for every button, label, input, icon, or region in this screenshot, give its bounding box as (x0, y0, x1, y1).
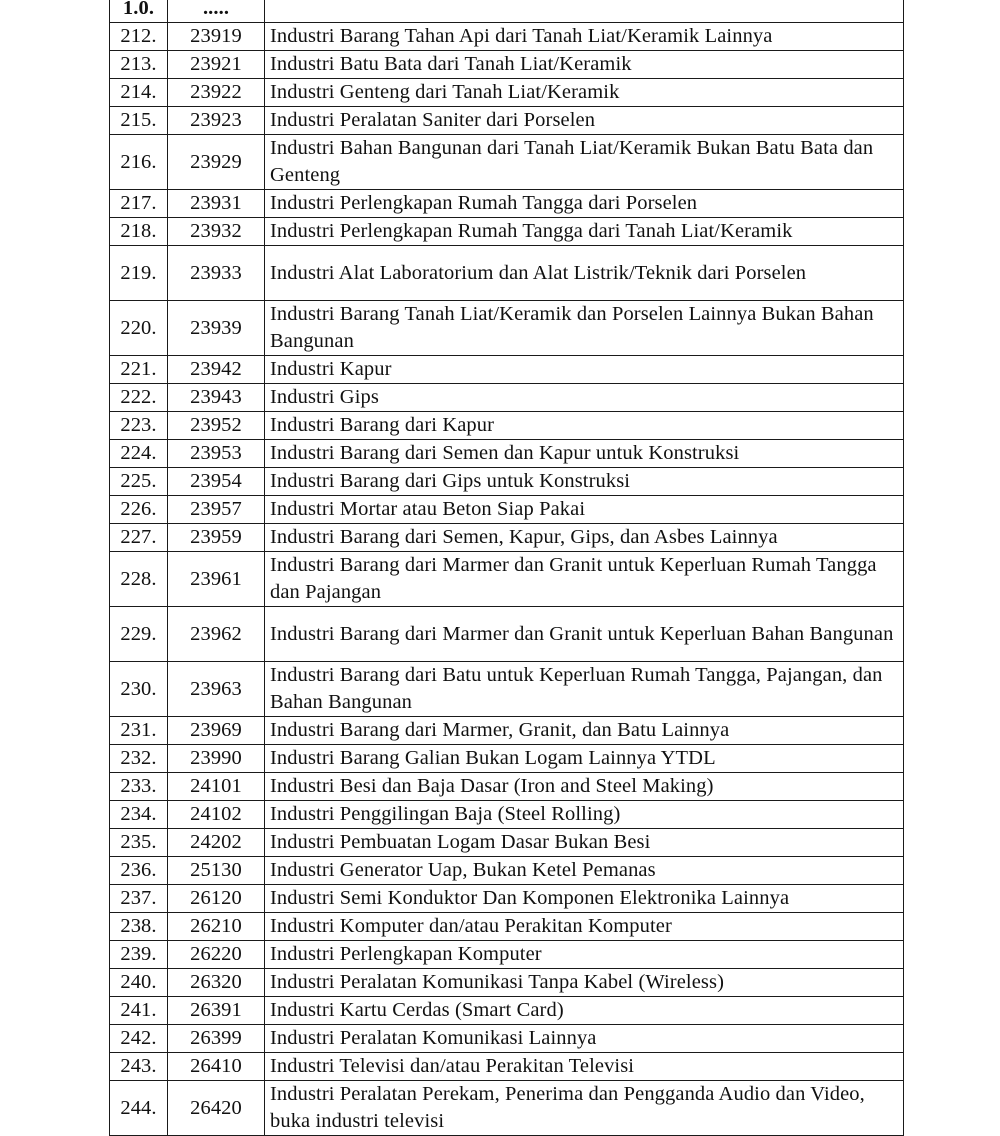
kbli-code: 24102 (168, 801, 265, 829)
kbli-code: 24101 (168, 773, 265, 801)
kbli-code: 23957 (168, 496, 265, 524)
row-number: 235. (110, 829, 168, 857)
kbli-code: 26220 (168, 941, 265, 969)
row-number: 244. (110, 1081, 168, 1136)
table-row (110, 23, 904, 51)
row-number: 243. (110, 1053, 168, 1081)
kbli-code: 25130 (168, 857, 265, 885)
table-row (110, 1053, 904, 1081)
row-number: 230. (110, 662, 168, 717)
kbli-code: 23961 (168, 552, 265, 607)
table-row (110, 941, 904, 969)
industry-name: Industri Alat Laboratorium dan Alat Listrik/Teknik dari Porselen (265, 246, 904, 301)
kbli-code: 23923 (168, 107, 265, 135)
kbli-code: 23962 (168, 607, 265, 662)
table-row (110, 801, 904, 829)
industry-name: Industri Peralatan Komunikasi Lainnya (265, 1025, 904, 1053)
kbli-code: 23919 (168, 23, 265, 51)
table-row (110, 107, 904, 135)
table-row (110, 51, 904, 79)
kbli-code: 23959 (168, 524, 265, 552)
kbli-code: 23932 (168, 218, 265, 246)
row-number: 222. (110, 384, 168, 412)
row-number: 215. (110, 107, 168, 135)
header-stub-name (265, 0, 904, 23)
kbli-code: 23943 (168, 384, 265, 412)
industry-name: Industri Barang Tahan Api dari Tanah Liat/Keramik Lainnya (265, 23, 904, 51)
row-number: 234. (110, 801, 168, 829)
table-row (110, 857, 904, 885)
row-number: 216. (110, 135, 168, 190)
row-number: 228. (110, 552, 168, 607)
table-row (110, 524, 904, 552)
industry-name: Industri Barang dari Batu untuk Keperluan Rumah Tangga, Pajangan, dan Bahan Bangunan (265, 662, 904, 717)
table-row (110, 552, 904, 607)
row-number: 236. (110, 857, 168, 885)
industry-name: Industri Barang dari Marmer dan Granit untuk Keperluan Rumah Tangga dan Pajangan (265, 552, 904, 607)
kbli-table (109, 0, 904, 1136)
header-stub-no (110, 0, 168, 23)
table-row (110, 1025, 904, 1053)
kbli-code: 23952 (168, 412, 265, 440)
row-number: 217. (110, 190, 168, 218)
table-row (110, 412, 904, 440)
row-number: 221. (110, 356, 168, 384)
kbli-code: 26399 (168, 1025, 265, 1053)
industry-name: Industri Kapur (265, 356, 904, 384)
kbli-code: 26420 (168, 1081, 265, 1136)
table-row (110, 885, 904, 913)
kbli-code: 23933 (168, 246, 265, 301)
row-number: 223. (110, 412, 168, 440)
kbli-code: 23990 (168, 745, 265, 773)
row-number: 242. (110, 1025, 168, 1053)
table-row (110, 717, 904, 745)
row-number: 219. (110, 246, 168, 301)
industry-name: Industri Peralatan Perekam, Penerima dan Pengganda Audio dan Video, buka industri televisi (265, 1081, 904, 1136)
kbli-code: 23969 (168, 717, 265, 745)
row-number: 240. (110, 969, 168, 997)
row-number: 238. (110, 913, 168, 941)
industry-name: Industri Genteng dari Tanah Liat/Keramik (265, 79, 904, 107)
industry-name: Industri Barang dari Marmer dan Granit untuk Keperluan Bahan Bangunan (265, 607, 904, 662)
row-number: 225. (110, 468, 168, 496)
industry-name: Industri Barang dari Gips untuk Konstruksi (265, 468, 904, 496)
row-number: 220. (110, 301, 168, 356)
kbli-code: 26320 (168, 969, 265, 997)
kbli-code: 26410 (168, 1053, 265, 1081)
row-number: 237. (110, 885, 168, 913)
industry-name: Industri Penggilingan Baja (Steel Rolling) (265, 801, 904, 829)
kbli-code: 23921 (168, 51, 265, 79)
table-row (110, 356, 904, 384)
industry-name: Industri Perlengkapan Komputer (265, 941, 904, 969)
table-row (110, 745, 904, 773)
table-row (110, 301, 904, 356)
industry-name: Industri Kartu Cerdas (Smart Card) (265, 997, 904, 1025)
table-row (110, 913, 904, 941)
industry-name: Industri Barang dari Semen dan Kapur untuk Konstruksi (265, 440, 904, 468)
table-row (110, 607, 904, 662)
row-number: 229. (110, 607, 168, 662)
industry-name: Industri Bahan Bangunan dari Tanah Liat/Keramik Bukan Batu Bata dan Genteng (265, 135, 904, 190)
industry-name: Industri Peralatan Saniter dari Porselen (265, 107, 904, 135)
row-number: 239. (110, 941, 168, 969)
kbli-code: 26391 (168, 997, 265, 1025)
table-row (110, 997, 904, 1025)
kbli-code: 23963 (168, 662, 265, 717)
industry-name: Industri Barang dari Semen, Kapur, Gips, dan Asbes Lainnya (265, 524, 904, 552)
kbli-code: 23922 (168, 79, 265, 107)
kbli-code: 23953 (168, 440, 265, 468)
row-number: 231. (110, 717, 168, 745)
row-number: 232. (110, 745, 168, 773)
industry-name: Industri Barang dari Kapur (265, 412, 904, 440)
kbli-code: 24202 (168, 829, 265, 857)
kbli-code: 23939 (168, 301, 265, 356)
industry-name: Industri Peralatan Komunikasi Tanpa Kabel (Wireless) (265, 969, 904, 997)
industry-name: Industri Semi Konduktor Dan Komponen Elektronika Lainnya (265, 885, 904, 913)
kbli-code: 23954 (168, 468, 265, 496)
row-number: 218. (110, 218, 168, 246)
table-row (110, 969, 904, 997)
industry-name: Industri Batu Bata dari Tanah Liat/Keramik (265, 51, 904, 79)
table-row (110, 246, 904, 301)
table-row (110, 1081, 904, 1136)
industry-name: Industri Besi dan Baja Dasar (Iron and Steel Making) (265, 773, 904, 801)
kbli-code: 23929 (168, 135, 265, 190)
kbli-code: 26210 (168, 913, 265, 941)
industry-name: Industri Pembuatan Logam Dasar Bukan Besi (265, 829, 904, 857)
industry-name: Industri Mortar atau Beton Siap Pakai (265, 496, 904, 524)
table-row (110, 79, 904, 107)
table-row (110, 662, 904, 717)
row-number: 227. (110, 524, 168, 552)
row-number: 224. (110, 440, 168, 468)
industry-name: Industri Televisi dan/atau Perakitan Televisi (265, 1053, 904, 1081)
kbli-code: 23931 (168, 190, 265, 218)
table-row (110, 135, 904, 190)
row-number: 226. (110, 496, 168, 524)
table-row (110, 829, 904, 857)
industry-name: Industri Komputer dan/atau Perakitan Komputer (265, 913, 904, 941)
industry-name: Industri Barang Galian Bukan Logam Lainnya YTDL (265, 745, 904, 773)
table-row (110, 496, 904, 524)
table-header-stub (110, 0, 904, 23)
table-row (110, 218, 904, 246)
table-row (110, 384, 904, 412)
industry-name: Industri Perlengkapan Rumah Tangga dari Porselen (265, 190, 904, 218)
header-stub-code (168, 0, 265, 23)
kbli-code: 23942 (168, 356, 265, 384)
kbli-table-body (110, 0, 904, 1136)
industry-name: Industri Gips (265, 384, 904, 412)
kbli-code: 26120 (168, 885, 265, 913)
row-number: 241. (110, 997, 168, 1025)
header-stub-no-text: 1.0. (122, 0, 155, 19)
row-number: 212. (110, 23, 168, 51)
table-row (110, 773, 904, 801)
row-number: 233. (110, 773, 168, 801)
industry-name: Industri Perlengkapan Rumah Tangga dari Tanah Liat/Keramik (265, 218, 904, 246)
industry-name: Industri Barang Tanah Liat/Keramik dan Porselen Lainnya Bukan Bahan Bangunan (265, 301, 904, 356)
industry-name: Industri Generator Uap, Bukan Ketel Pemanas (265, 857, 904, 885)
table-row (110, 468, 904, 496)
row-number: 213. (110, 51, 168, 79)
header-stub-code-text: ..... (202, 0, 230, 19)
industry-name: Industri Barang dari Marmer, Granit, dan Batu Lainnya (265, 717, 904, 745)
table-row (110, 190, 904, 218)
row-number: 214. (110, 79, 168, 107)
table-row (110, 440, 904, 468)
